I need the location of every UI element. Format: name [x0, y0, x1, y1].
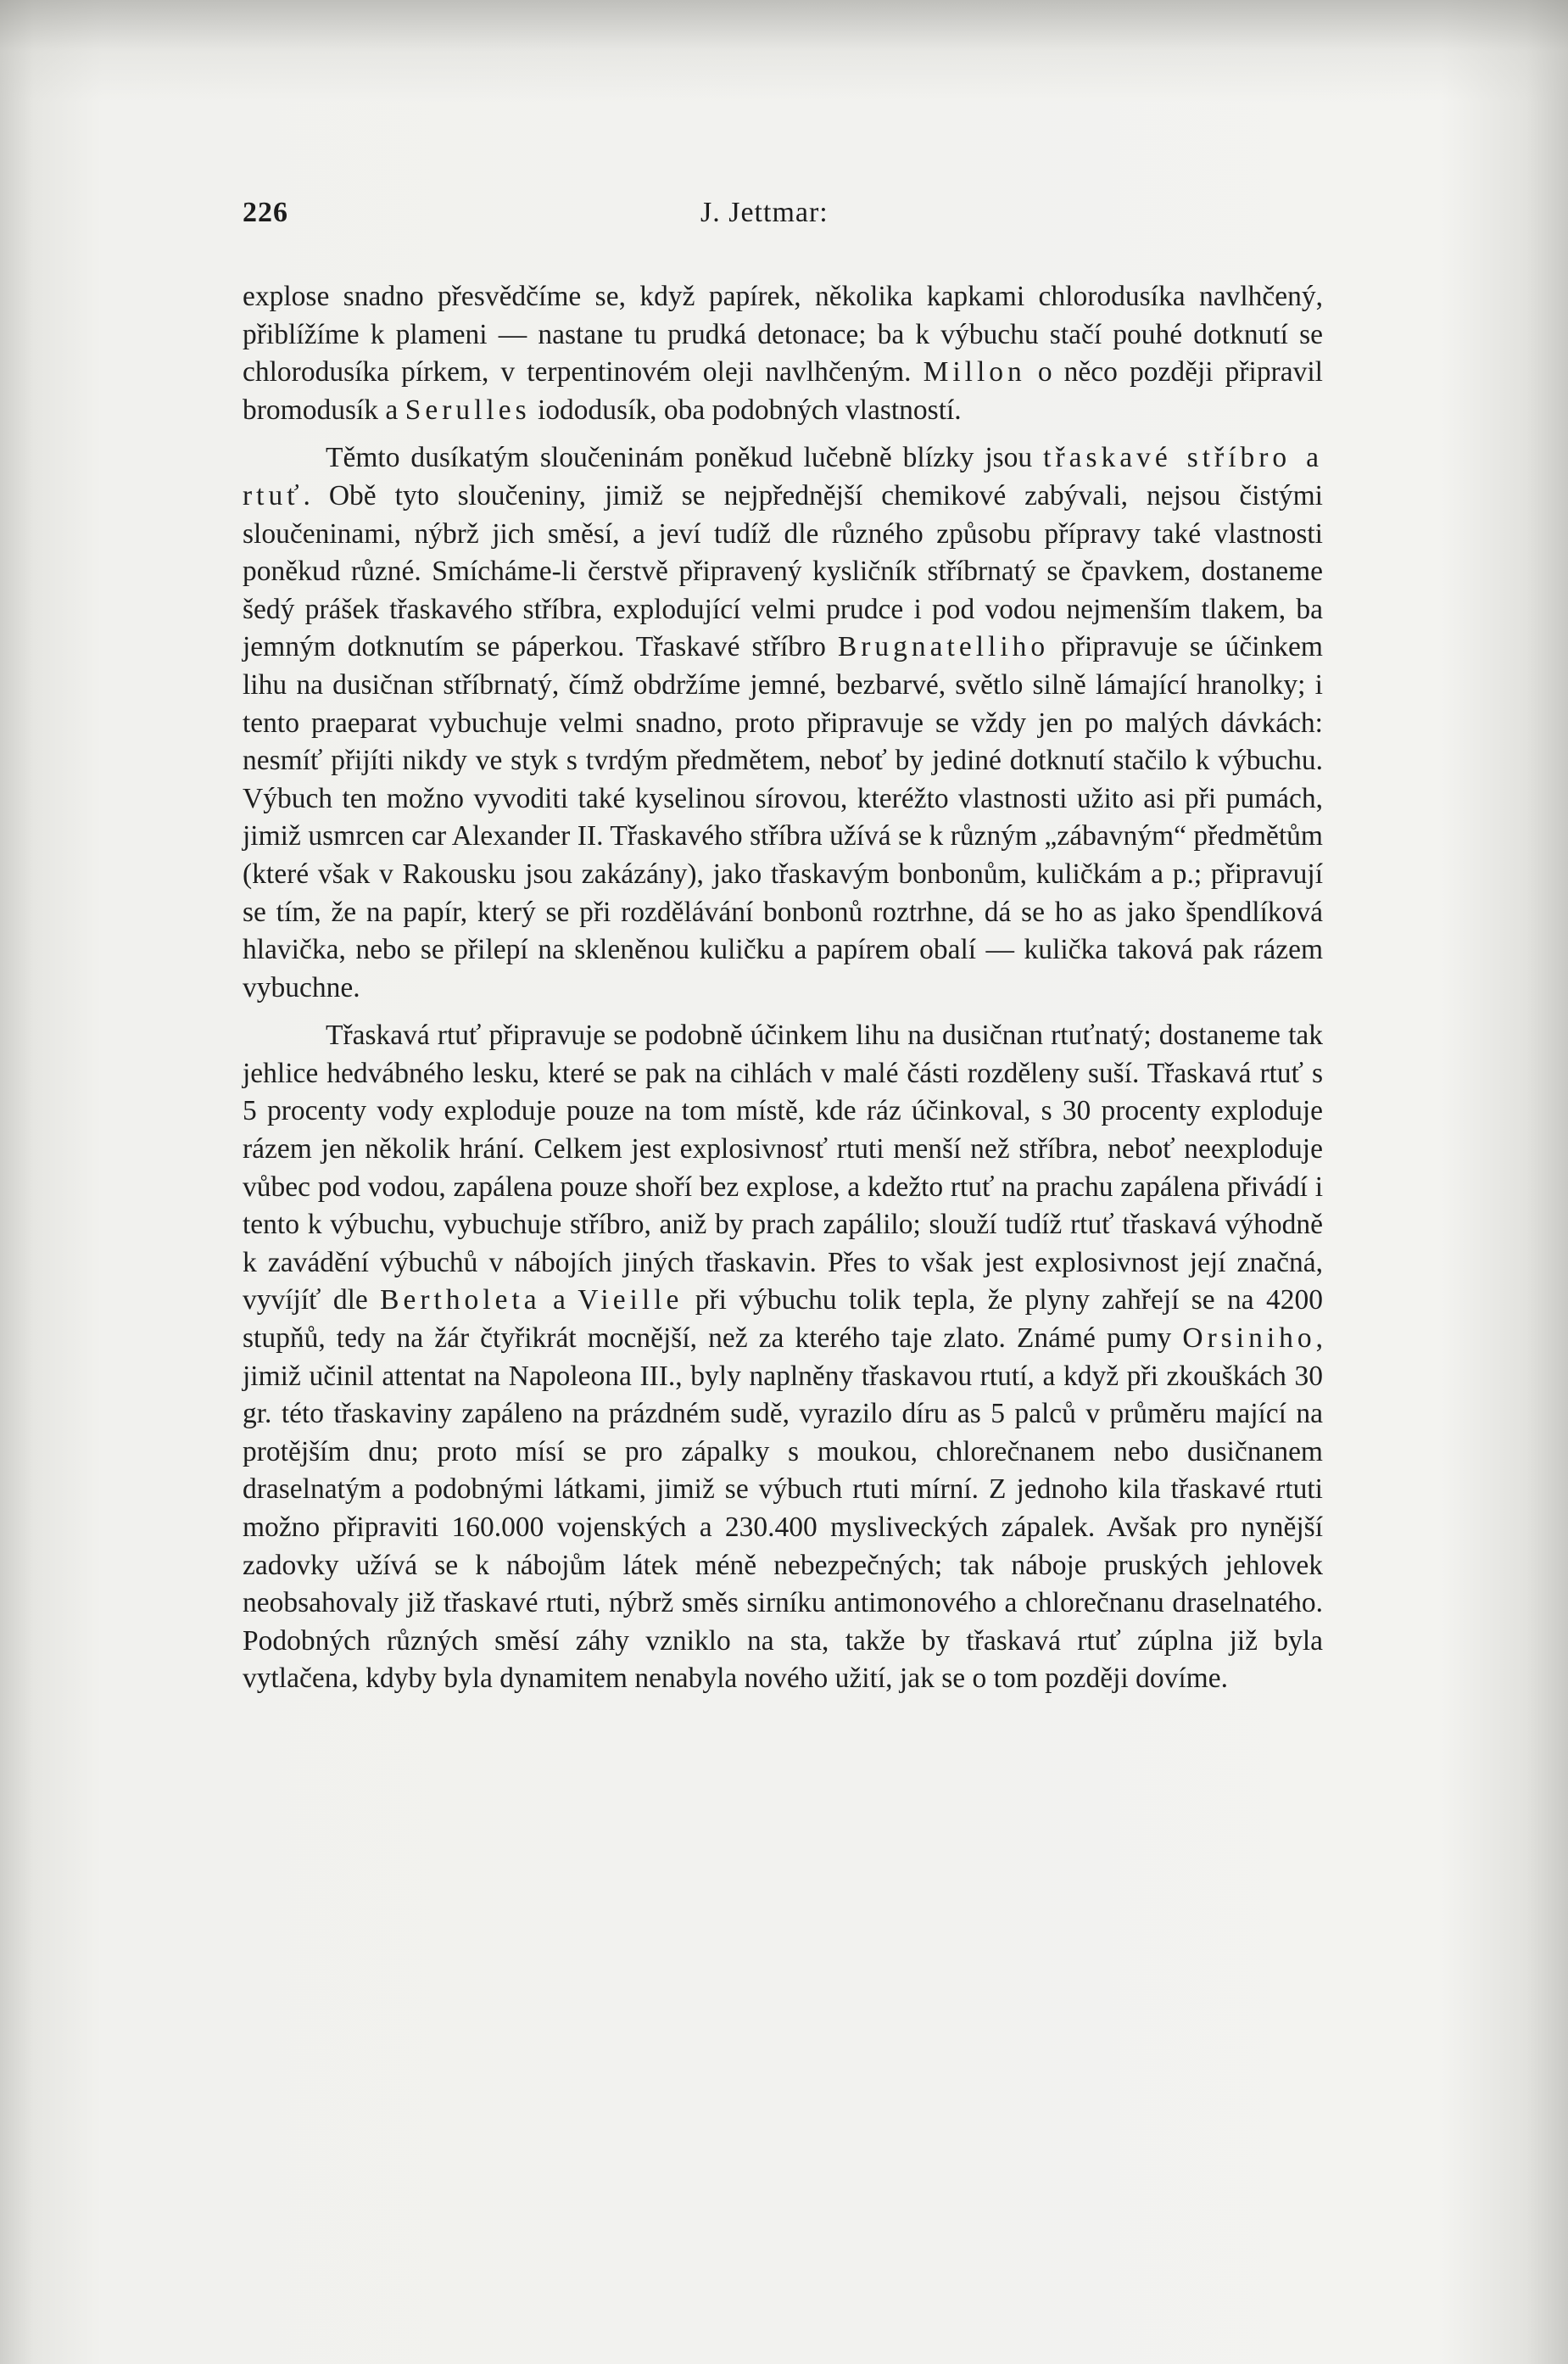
text-segment: o něco později připravil bromodusík a: [243, 356, 1323, 426]
emphasized-name: Brugnatelliho: [837, 631, 1050, 663]
running-head: J. Jettmar:: [700, 197, 829, 228]
emphasized-name: Millon: [923, 356, 1026, 388]
scan-edge-shadow: [0, 0, 1568, 102]
text-segment: , jimiž učinil attentat na Napoleona III., byly naplněny třaskavou rtutí, a když při zkouškách 30 gr. této třaskaviny zapáleno na prázdném sudě, vyrazilo díru as 5 palců v průměru mající na protějším dnu; proto mísí se pro zápalky s moukou, chlorečnanem nebo dusičnanem draselnatým a podobnými látkami, jimiž se výbuch rtuti mírní. Z jednoho kila třaskavé rtuti možno připraviti 160.000 vojenských a 230.400 mysliveckých zápalek. Avšak pro nynější zadovky užívá se k nábojům látek méně nebezpečných; tak náboje pruských jehlovek neobsahovaly již třaskavé rtuti, nýbrž směs sirníku antimonového a chlorečnanu draselnatého. Podobných různých směsí záhy vzniklo na sta, takže by třaskavá rtuť zúplna již byla vytlačena, kdyby byla dynamitem nenabyla nového užití, jak se o tom později dovíme.: [243, 1322, 1323, 1695]
text-segment: Těmto dusíkatým sloučeninám poněkud lučebně blízky jsou: [326, 442, 1044, 474]
emphasized-name: Vieille: [578, 1284, 684, 1316]
emphasized-name: Bertholeta: [380, 1284, 541, 1316]
page-header: [243, 197, 1323, 231]
text-segment: a: [540, 1284, 578, 1316]
text-segment: explose snadno přesvědčíme se, když papírek, několika kapkami chlorodusíka navlhčený, přiblížíme k plameni — nastane tu prudká detonace; ba k výbuchu stačí pouhé dotknutí se chlorodusíka pírkem, v terpentinovém oleji navlhčeným.: [243, 281, 1323, 388]
paragraph: [243, 439, 1323, 1007]
paragraph: [243, 1017, 1323, 1698]
text-segment: připravuje se účinkem lihu na dusičnan stříbrnatý, čímž obdržíme jemné, bezbarvé, světlo silně lámající hranolky; i tento praeparat vybuchuje velmi snadno, proto připravuje se vždy jen po malých dávkách: nesmíť přijíti nikdy ve styk s tvrdým předmětem, neboť by jediné dotknutí stačilo k výbuchu. Výbuch ten možno vyvoditi také kyselinou sírovou, kteréžto vlastnosti užito asi při pumách, jimiž usmrcen car Alexander II. Třaskavého stříbra užívá se k různým „zábavným“ předmětům (které však v Rakousku jsou zakázány), jako třaskavým bonbonům, kuličkám a p.; připravují se tím, že na papír, který se při rozdělávání bonbonů roztrhne, dá se ho as jako špendlíková hlavička, nebo se přilepí na skleněnou kuličku a papírem obalí — kulička taková pak rázem vybuchne.: [243, 631, 1323, 1003]
emphasized-name: třaskavé stříbro a rtuť: [243, 442, 1323, 511]
paragraph: [243, 278, 1323, 429]
emphasized-name: Orsiniho: [1182, 1322, 1316, 1355]
text-segment: . Obě tyto sloučeniny, jimiž se nejpřednější chemikové zabývali, nejsou čistými sloučeninami, nýbrž jich směsí, a jeví tudíž dle různého způsobu přípravy také vlastnosti poněkud různé. Smícháme-li čerstvě připravený kysličník stříbrnatý se čpavkem, dostaneme šedý prášek třaskavého stříbra, explodující velmi prudce i pod vodou nejmenším tlakem, ba jemným dotknutím se páperkou. Třaskavé stříbro: [243, 479, 1323, 663]
body-text: [243, 278, 1323, 1698]
text-segment: při výbuchu tolik tepla, že plyny zahřejí se na 4200 stupňů, tedy na žár čtyřikrát mocnější, než za kterého taje zlato. Známé pumy: [243, 1284, 1323, 1355]
page-number: 226: [243, 197, 288, 228]
emphasized-name: Serulles: [405, 394, 531, 426]
text-segment: iododusík, oba podobných vlastností.: [530, 394, 962, 426]
text-segment: Třaskavá rtuť připravuje se podobně účinkem lihu na dusičnan rtuťnatý; dostaneme tak jehlice hedvábného lesku, které se pak na cihlách v malé části rozděleny suší. Třaskavá rtuť s 5 procenty vody exploduje pouze na tom místě, kde ráz účinkoval, s 30 procenty exploduje rázem jen několik hrání. Celkem jest explosivnosť rtuti menší než stříbra, neboť neexploduje vůbec pod vodou, zapálena pouze shoří bez explose, a kdežto rtuť na prachu zapálena přivádí i tento k výbuchu, vybuchuje stříbro, aniž by prach zapálilo; slouží tudíž rtuť třaskavá výhodně k zavádění výbuchů v nábojích jiných třaskavin. Přes to však jest explosivnost její značná, vyvíjíť dle: [243, 1020, 1323, 1316]
